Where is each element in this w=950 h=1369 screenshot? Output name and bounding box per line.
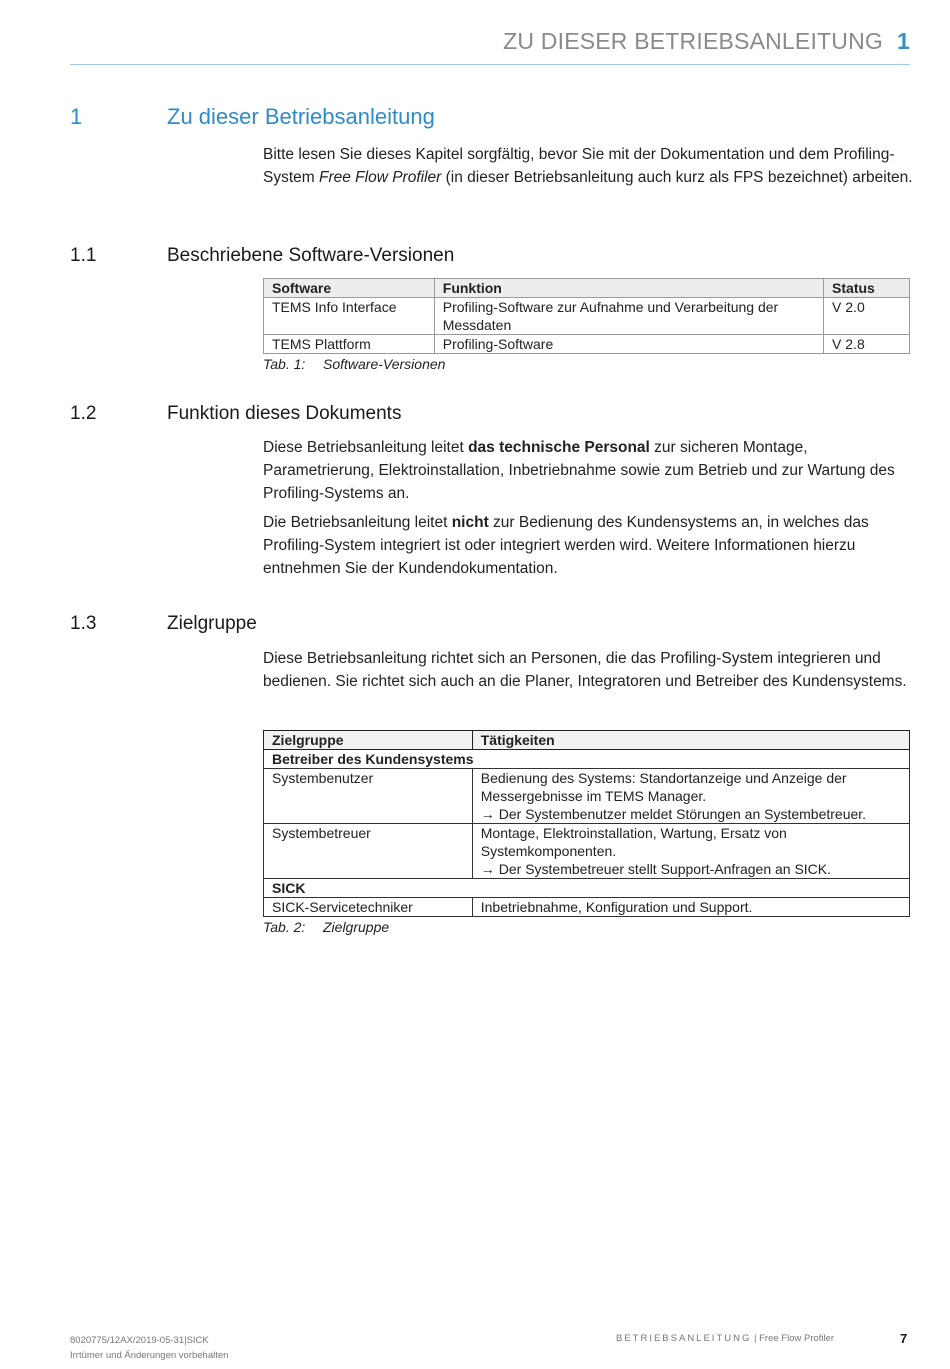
table-row <box>264 824 910 879</box>
intro-text-end: (in dieser Betriebsanleitung auch kurz als FPS bezeichnet) arbeiten. <box>441 169 913 186</box>
section-number: 1.2 <box>70 403 97 424</box>
table-group-row <box>264 879 910 898</box>
section-title: Funktion dieses Dokuments <box>167 403 402 424</box>
activities-note <box>481 805 901 823</box>
activities-note <box>481 860 901 878</box>
section-title: Beschriebene Software-Versionen <box>167 245 455 266</box>
activities-cell <box>472 824 909 879</box>
table-caption-2 <box>263 919 389 935</box>
column-header: Software <box>264 279 435 298</box>
chapter-title: Zu dieser Betriebsanleitung <box>167 104 435 129</box>
section-number: 1.3 <box>70 613 97 634</box>
intro-text-start: Bitte lesen Sie dieses Kapitel sorgfältig, bevor Sie mit der Dokumentation und dem Profiling-System <box>263 146 895 186</box>
text-run: zur Bedienung des Kundensystems an, in welches das Profiling-System integriert ist oder integriert werden wird. Weitere Informationen hierzu entnehmen Sie der Kundendokumentation. <box>263 514 869 577</box>
table-row <box>264 335 910 354</box>
intro-product-name: Free Flow Profiler <box>318 169 442 186</box>
purpose-paragraph-2 <box>263 511 913 580</box>
disclaimer: Irrtümer und Änderungen vorbehalten <box>70 1350 229 1361</box>
section-heading-1-1 <box>70 245 455 267</box>
activities-cell <box>472 769 909 824</box>
page-number: 7 <box>900 1331 908 1346</box>
column-header: Tätigkeiten <box>472 731 909 750</box>
chapter-heading <box>70 104 435 130</box>
column-header: Status <box>824 279 910 298</box>
section-number: 1.1 <box>70 245 97 266</box>
table-cell: Profiling-Software <box>434 335 823 354</box>
table-row <box>264 769 910 824</box>
audience-paragraph: Diese Betriebsanleitung richtet sich an Personen, die das Profiling-System integrieren und bedienen. Sie richtet sich auch an die Planer, Integratoren und Betreiber des Kundensystems. <box>263 650 907 690</box>
activities-text: Bedienung des Systems: Standortanzeige und Anzeige der Messergebnisse im TEMS Manager. <box>480 770 847 804</box>
section-title: Zielgruppe <box>167 613 257 634</box>
software-versions-table <box>263 278 910 354</box>
role-cell: SICK-Servicetechniker <box>264 898 473 917</box>
bold-text: das technische Personal <box>468 439 650 456</box>
table-cell: TEMS Plattform <box>264 335 435 354</box>
purpose-paragraph-1 <box>263 436 913 505</box>
table-header-row <box>264 731 910 750</box>
footer-left <box>70 1333 228 1363</box>
table-caption-1 <box>263 356 445 372</box>
table-row <box>264 898 910 917</box>
table-cell: TEMS Info Interface <box>264 298 435 335</box>
caption-text: Zielgruppe <box>323 919 390 935</box>
section-heading-1-3 <box>70 613 257 635</box>
activities-cell: Inbetriebnahme, Konfiguration und Support. <box>472 898 909 917</box>
activities-text: Montage, Elektroinstallation, Wartung, Ersatz von Systemkomponenten. <box>480 825 787 859</box>
running-header-title: ZU DIESER BETRIEBSANLEITUNG <box>503 28 883 54</box>
footer-separator: | <box>754 1333 757 1344</box>
arrow-right-icon: → <box>480 806 495 822</box>
chapter-number: 1 <box>70 104 83 129</box>
table-cell: V 2.0 <box>824 298 910 335</box>
chapter-intro <box>263 143 913 189</box>
bold-text: nicht <box>451 514 489 531</box>
text-run: Diese Betriebsanleitung leitet <box>263 439 469 456</box>
section-heading-1-2 <box>70 403 402 425</box>
document-id: 8020775/12AX/2019-05-31|SICK <box>70 1335 209 1346</box>
table-cell: Profiling-Software zur Aufnahme und Verarbeitung der Messdaten <box>434 298 823 335</box>
target-group-table <box>263 730 910 917</box>
text-run: zur sicheren Montage, Parametrierung, Elektroinstallation, Inbetriebnahme sowie zum Betrieb und zur Wartung des Profiling-Systems an. <box>263 439 895 502</box>
table-cell: V 2.8 <box>824 335 910 354</box>
role-cell: Systembenutzer <box>264 769 473 824</box>
group-label: SICK <box>264 879 910 898</box>
running-header <box>503 28 910 55</box>
group-label: Betreiber des Kundensystems <box>264 750 910 769</box>
caption-text: Software-Versionen <box>323 356 446 372</box>
manual-label: BETRIEBSANLEITUNG <box>616 1333 752 1344</box>
product-name: Free Flow Profiler <box>759 1333 835 1344</box>
table-row <box>264 298 910 335</box>
note-text: Der Systembetreuer stellt Support-Anfragen an SICK. <box>498 861 832 877</box>
note-text: Der Systembenutzer meldet Störungen an Systembetreuer. <box>498 806 867 822</box>
running-header-chapter: 1 <box>897 28 910 54</box>
arrow-right-icon: → <box>480 861 495 877</box>
column-header: Zielgruppe <box>264 731 473 750</box>
caption-label: Tab. 2: <box>263 919 306 935</box>
table-header-row <box>264 279 910 298</box>
text-run: Die Betriebsanleitung leitet <box>263 514 452 531</box>
column-header: Funktion <box>434 279 823 298</box>
footer-center <box>616 1333 834 1344</box>
caption-label: Tab. 1: <box>263 356 306 372</box>
table-group-row <box>264 750 910 769</box>
role-cell: Systembetreuer <box>264 824 473 879</box>
header-divider <box>70 64 910 65</box>
